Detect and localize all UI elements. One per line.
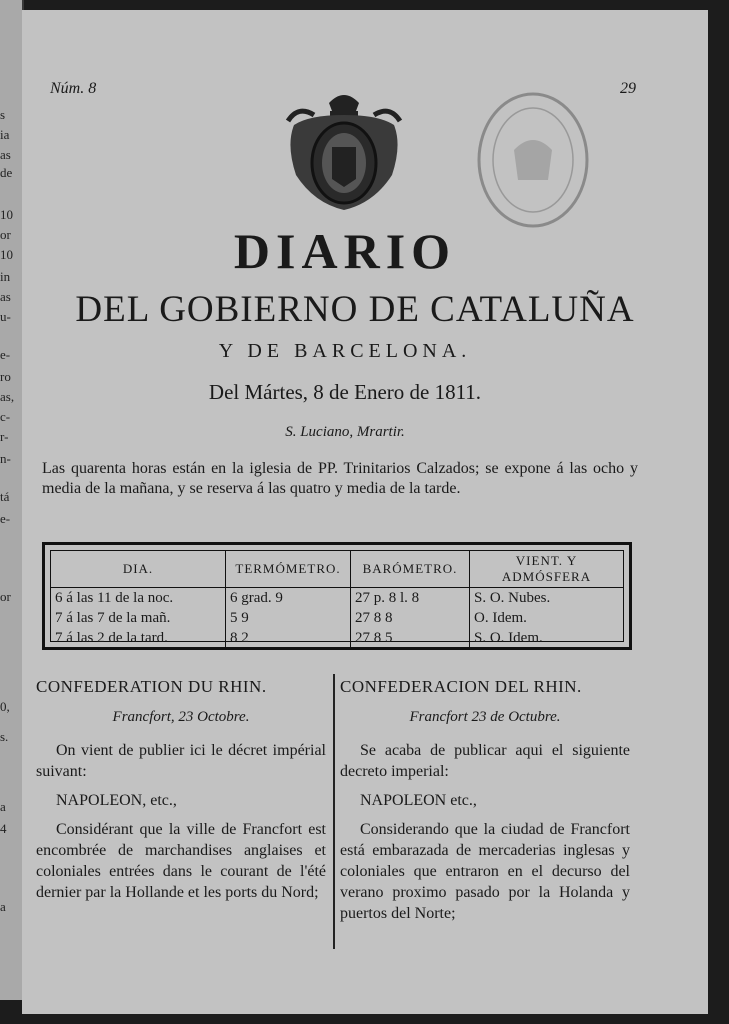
- masthead-subtitle: DEL GOBIERNO DE CATALUÑA: [75, 289, 635, 330]
- newspaper-page: [22, 10, 708, 1014]
- weather-row: [51, 608, 623, 628]
- weather-cell: 5 9: [226, 608, 351, 628]
- library-stamp-seal: [474, 90, 592, 230]
- right-column-napoleon: NAPOLEON etc.,: [360, 792, 477, 809]
- weather-cell: 27 p. 8 l. 8: [351, 588, 470, 609]
- royal-coat-of-arms-emblem: [284, 85, 404, 215]
- adjacent-page-fragment: a: [0, 799, 6, 814]
- adjacent-page-fragment: 4: [0, 821, 7, 836]
- left-column-napoleon: NAPOLEON, etc.,: [56, 792, 177, 809]
- right-column-heading: CONFEDERACION DEL RHIN.: [340, 677, 582, 696]
- weather-header-wind: VIENT. Y ADMÓSFERA: [470, 551, 624, 588]
- weather-table: [51, 551, 623, 648]
- right-column-place: Francfort 23 de Octubre.: [409, 709, 561, 725]
- adjacent-page-fragment: in: [0, 269, 11, 284]
- column-divider: [333, 674, 335, 949]
- right-column-para1: Se acaba de publicar aqui el siguiente decreto imperial:: [340, 742, 630, 780]
- adjacent-page-fragment: r-: [0, 429, 9, 444]
- weather-cell: 6 grad. 9: [226, 588, 351, 609]
- adjacent-page-fragment: de: [0, 165, 13, 180]
- weather-cell: 27 8 8: [351, 608, 470, 628]
- adjacent-page-fragment: 10: [0, 247, 13, 262]
- right-column-para2: Considerando que la ciudad de Francfort está embarazada de mercaderias inglesas y coloniales que entraron en el decurso del verano proximo pasado por la Holanda y puertos del Norte;: [340, 821, 630, 922]
- adjacent-page-edge: [0, 0, 24, 1000]
- adjacent-page-fragment: u-: [0, 309, 11, 324]
- weather-cell: 27 8 5: [351, 628, 470, 648]
- adjacent-page-fragment: tá: [0, 489, 10, 504]
- weather-cell: O. Idem.: [474, 609, 527, 626]
- saint-of-day: S. Luciano, Mrartir.: [285, 424, 405, 440]
- masthead-subtitle-city: Y DE BARCELONA.: [218, 340, 472, 362]
- left-column: [36, 676, 326, 903]
- adjacent-page-fragment: or: [0, 589, 11, 604]
- adjacent-page-fragment: ro: [0, 369, 11, 384]
- weather-cell: 6 á las 11 de la noc.: [51, 588, 226, 609]
- weather-cell: S. O. Nubes.: [474, 589, 551, 606]
- weather-cell: 7 á las 2 de la tard.: [51, 628, 226, 648]
- adjacent-page-fragment: n-: [0, 451, 11, 466]
- adjacent-page-fragment: a: [0, 899, 6, 914]
- adjacent-page-fragment: 0,: [0, 699, 10, 714]
- page-number: 29: [620, 80, 636, 97]
- adjacent-page-fragment: e-: [0, 347, 11, 362]
- weather-cell: 8 2: [226, 628, 351, 648]
- adjacent-page-fragment: e-: [0, 511, 11, 526]
- adjacent-page-fragment: as: [0, 289, 11, 304]
- weather-table-frame: [42, 542, 632, 650]
- right-column: [340, 676, 630, 924]
- weather-cell: 7 á las 7 de la mañ.: [51, 608, 226, 628]
- adjacent-page-fragment: c-: [0, 409, 11, 424]
- adjacent-page-fragment: s: [0, 107, 6, 122]
- weather-header-day: DIA.: [51, 551, 226, 588]
- left-column-para1: On vient de publier ici le décret impérial suivant:: [36, 742, 326, 780]
- intro-notice: Las quarenta horas están en la iglesia de PP. Trinitarios Calzados; se expone á las ocho y media de la mañana, y se reserva á las quatro y media de la tarde.: [42, 460, 638, 497]
- left-column-para2: Considérant que la ville de Francfort est encombrée de marchandises anglaises et coloniales entrées dans le courant de l'été dernier par la Hollande et les ports du Nord;: [36, 821, 326, 901]
- weather-header-thermometer: TERMÓMETRO.: [226, 551, 351, 588]
- adjacent-page-fragment: 10: [0, 207, 13, 222]
- weather-row: [51, 588, 623, 609]
- adjacent-page-fragment: s.: [0, 729, 9, 744]
- adjacent-page-fragment: or: [0, 227, 11, 242]
- adjacent-page-fragment: ia: [0, 127, 10, 142]
- adjacent-page-fragment: as,: [0, 389, 15, 404]
- weather-header-barometer: BARÓMETRO.: [351, 551, 470, 588]
- issue-date: Del Mártes, 8 de Enero de 1811.: [208, 380, 482, 404]
- weather-cell: S. O. Idem.: [474, 629, 543, 646]
- left-column-heading: CONFEDERATION DU RHIN.: [36, 677, 267, 696]
- masthead-title: DIARIO: [233, 223, 457, 279]
- left-column-place: Francfort, 23 Octobre.: [112, 709, 250, 725]
- issue-number: Núm. 8: [50, 80, 97, 97]
- adjacent-page-fragment: as: [0, 147, 11, 162]
- weather-row: [51, 628, 623, 648]
